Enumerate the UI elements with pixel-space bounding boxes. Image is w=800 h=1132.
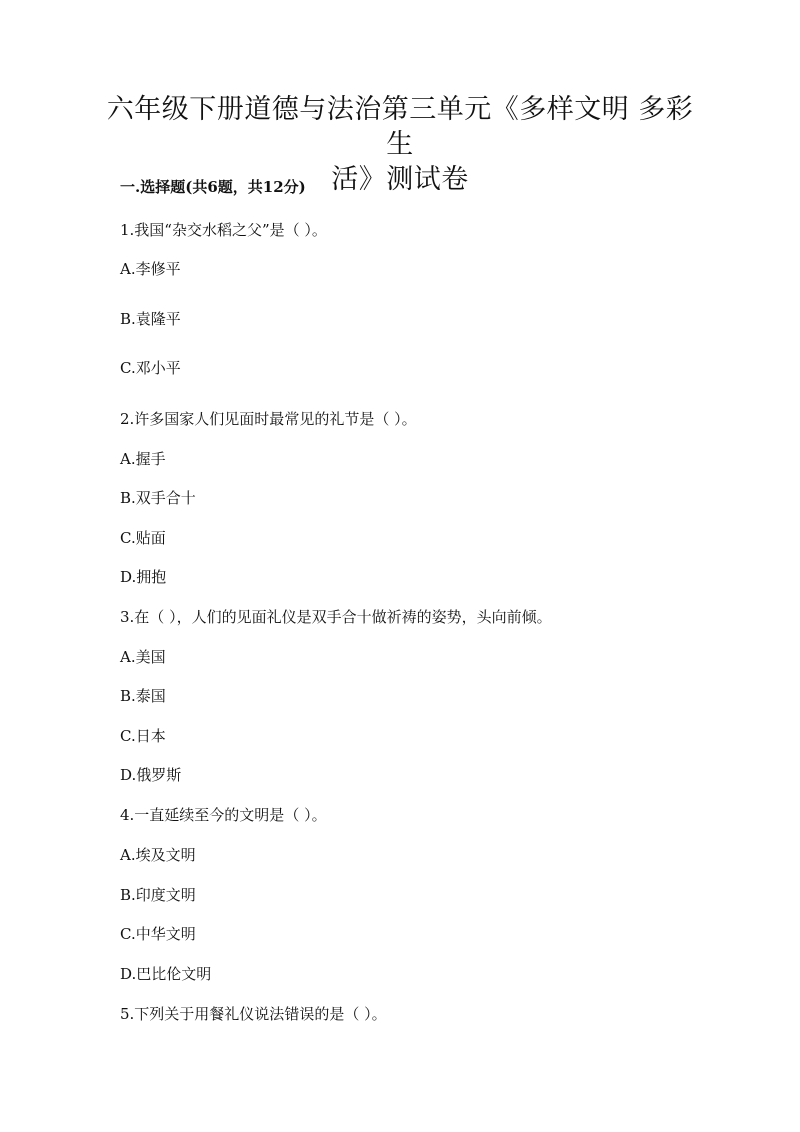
question-4-option-d: D.巴比伦文明 — [120, 965, 212, 983]
question-3-option-d: D.俄罗斯 — [120, 766, 182, 784]
question-2-option-b: B.双手合十 — [120, 489, 196, 507]
title-line-2: 活》测试卷 — [331, 164, 469, 195]
question-3-stem: 3.在（ ），人们的见面礼仪是双手合十做祈祷的姿势，头向前倾。 — [120, 608, 552, 626]
question-3-option-a: A.美国 — [120, 648, 166, 666]
question-1-stem: 1.我国“杂交水稻之父”是（ ）。 — [120, 221, 327, 239]
question-4-stem: 4.一直延续至今的文明是（ ）。 — [120, 806, 327, 824]
question-1-option-b: B.袁隆平 — [120, 310, 181, 328]
question-4-option-a: A.埃及文明 — [120, 846, 196, 864]
question-1-option-c: C.邓小平 — [120, 359, 181, 377]
question-4-option-c: C.中华文明 — [120, 925, 196, 943]
title-line-1: 六年级下册道德与法治第三单元《多样文明 多彩生 — [106, 94, 694, 160]
question-1-option-a: A.李修平 — [120, 260, 181, 278]
question-5-stem: 5.下列关于用餐礼仪说法错误的是（ ）。 — [120, 1005, 387, 1023]
question-2-option-a: A.握手 — [120, 450, 166, 468]
question-2-stem: 2.许多国家人们见面时最常见的礼节是（ ）。 — [120, 410, 417, 428]
section-heading: 一.选择题(共6题，共12分) — [120, 178, 306, 196]
question-3-option-c: C.日本 — [120, 727, 166, 745]
question-2-option-d: D.拥抱 — [120, 568, 167, 586]
question-3-option-b: B.泰国 — [120, 687, 166, 705]
question-4-option-b: B.印度文明 — [120, 886, 196, 904]
question-2-option-c: C.贴面 — [120, 529, 166, 547]
